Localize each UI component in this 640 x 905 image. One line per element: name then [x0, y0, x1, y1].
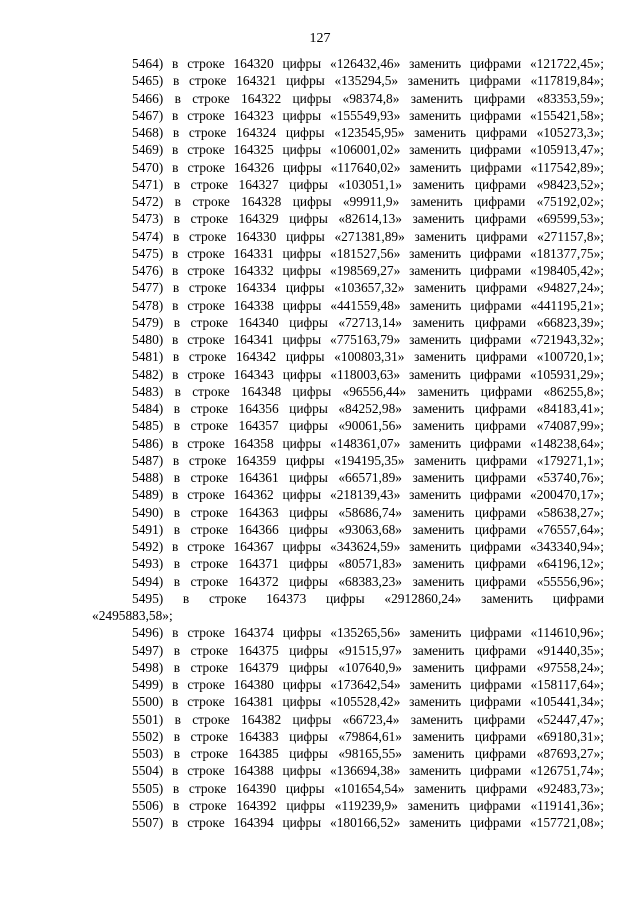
amendment-line: 5485) в строке 164357 цифры «90061,56» заменить цифрами «74087,99»;	[132, 418, 604, 434]
amendment-line: 5504) в строке 164388 цифры «136694,38» заменить цифрами «126751,74»;	[132, 763, 604, 779]
amendment-line: 5477) в строке 164334 цифры «103657,32» заменить цифрами «94827,24»;	[132, 280, 604, 296]
amendment-line: 5480) в строке 164341 цифры «775163,79» заменить цифрами «721943,32»;	[132, 332, 604, 347]
amendment-line: 5469) в строке 164325 цифры «106001,02» заменить цифрами «105913,47»;	[132, 142, 604, 158]
amendment-line: 5472) в строке 164328 цифры «99911,9» заменить цифрами «75192,02»;	[132, 194, 604, 209]
amendment-line: 5497) в строке 164375 цифры «91515,97» заменить цифрами «91440,35»;	[132, 642, 604, 658]
amendment-line: 5471) в строке 164327 цифры «103051,1» заменить цифрами «98423,52»;	[132, 176, 604, 192]
amendment-line: 5483) в строке 164348 цифры «96556,44» заменить цифрами «86255,8»;	[132, 383, 604, 399]
amendment-line: 5492) в строке 164367 цифры «343624,59» заменить цифрами «343340,94»;	[132, 539, 604, 554]
amendment-line: 5496) в строке 164374 цифры «135265,56» заменить цифрами «114610,96»;	[132, 625, 604, 641]
amendment-line: 5488) в строке 164361 цифры «66571,89» заменить цифрами «53740,76»;	[132, 470, 604, 485]
amendment-line: 5467) в строке 164323 цифры «155549,93» заменить цифрами «155421,58»;	[132, 107, 604, 123]
amendment-line: 5486) в строке 164358 цифры «148361,07» заменить цифрами «148238,64»;	[132, 435, 604, 451]
amendment-list	[92, 55, 604, 831]
amendment-line: 5494) в строке 164372 цифры «68383,23» заменить цифрами «55556,96»;	[132, 573, 604, 589]
amendment-line: 5502) в строке 164383 цифры «79864,61» заменить цифрами «69180,31»;	[132, 728, 604, 744]
amendment-line: 5473) в строке 164329 цифры «82614,13» заменить цифрами «69599,53»;	[132, 211, 604, 227]
amendment-line: 5470) в строке 164326 цифры «117640,02» заменить цифрами «117542,89»;	[132, 159, 604, 175]
amendment-line: 5505) в строке 164390 цифры «101654,54» заменить цифрами «92483,73»;	[132, 780, 604, 796]
amendment-line: 5501) в строке 164382 цифры «66723,4» заменить цифрами «52447,47»;	[132, 711, 604, 727]
amendment-line: 5465) в строке 164321 цифры «135294,5» заменить цифрами «117819,84»;	[132, 73, 604, 89]
amendment-line: 5491) в строке 164366 цифры «93063,68» заменить цифрами «76557,64»;	[132, 521, 604, 537]
amendment-line: 5499) в строке 164380 цифры «173642,54» заменить цифрами «158117,64»;	[132, 677, 604, 692]
amendment-line: 5489) в строке 164362 цифры «218139,43» заменить цифрами «200470,17»;	[132, 487, 604, 503]
amendment-line: 5495) в строке 164373 цифры «2912860,24» заменить цифрами	[132, 590, 604, 606]
amendment-line: 5474) в строке 164330 цифры «271381,89» заменить цифрами «271157,8»;	[132, 228, 604, 244]
amendment-line: 5503) в строке 164385 цифры «98165,55» заменить цифрами «87693,27»;	[132, 746, 604, 761]
amendment-line: 5500) в строке 164381 цифры «105528,42» заменить цифрами «105441,34»;	[132, 694, 604, 710]
amendment-line: 5478) в строке 164338 цифры «441559,48» заменить цифрами «441195,21»;	[132, 297, 604, 313]
amendment-line: 5464) в строке 164320 цифры «126432,46» заменить цифрами «121722,45»;	[132, 56, 604, 71]
amendment-line: «2495883,58»;	[92, 608, 173, 623]
amendment-line: 5484) в строке 164356 цифры «84252,98» заменить цифрами «84183,41»;	[132, 401, 604, 416]
amendment-line: 5466) в строке 164322 цифры «98374,8» заменить цифрами «83353,59»;	[132, 90, 604, 106]
amendment-line: 5479) в строке 164340 цифры «72713,14» заменить цифрами «66823,39»;	[132, 314, 604, 330]
amendment-line: 5468) в строке 164324 цифры «123545,95» заменить цифрами «105273,3»;	[132, 125, 604, 140]
amendment-line: 5490) в строке 164363 цифры «58686,74» заменить цифрами «58638,27»;	[132, 504, 604, 520]
amendment-line: 5487) в строке 164359 цифры «194195,35» заменить цифрами «179271,1»;	[132, 452, 604, 468]
amendment-line: 5482) в строке 164343 цифры «118003,63» заменить цифрами «105931,29»;	[132, 366, 604, 382]
amendment-line: 5481) в строке 164342 цифры «100803,31» заменить цифрами «100720,1»;	[132, 349, 604, 365]
amendment-line: 5507) в строке 164394 цифры «180166,52» заменить цифрами «157721,08»;	[132, 815, 604, 830]
amendment-line: 5498) в строке 164379 цифры «107640,9» заменить цифрами «97558,24»;	[132, 659, 604, 675]
amendment-line: 5475) в строке 164331 цифры «181527,56» заменить цифрами «181377,75»;	[132, 245, 604, 261]
page-number: 127	[309, 31, 331, 46]
amendment-line: 5493) в строке 164371 цифры «80571,83» заменить цифрами «64196,12»;	[132, 556, 604, 572]
amendment-line: 5506) в строке 164392 цифры «119239,9» заменить цифрами «119141,36»;	[132, 797, 604, 813]
amendment-line: 5476) в строке 164332 цифры «198569,27» заменить цифрами «198405,42»;	[132, 263, 604, 278]
